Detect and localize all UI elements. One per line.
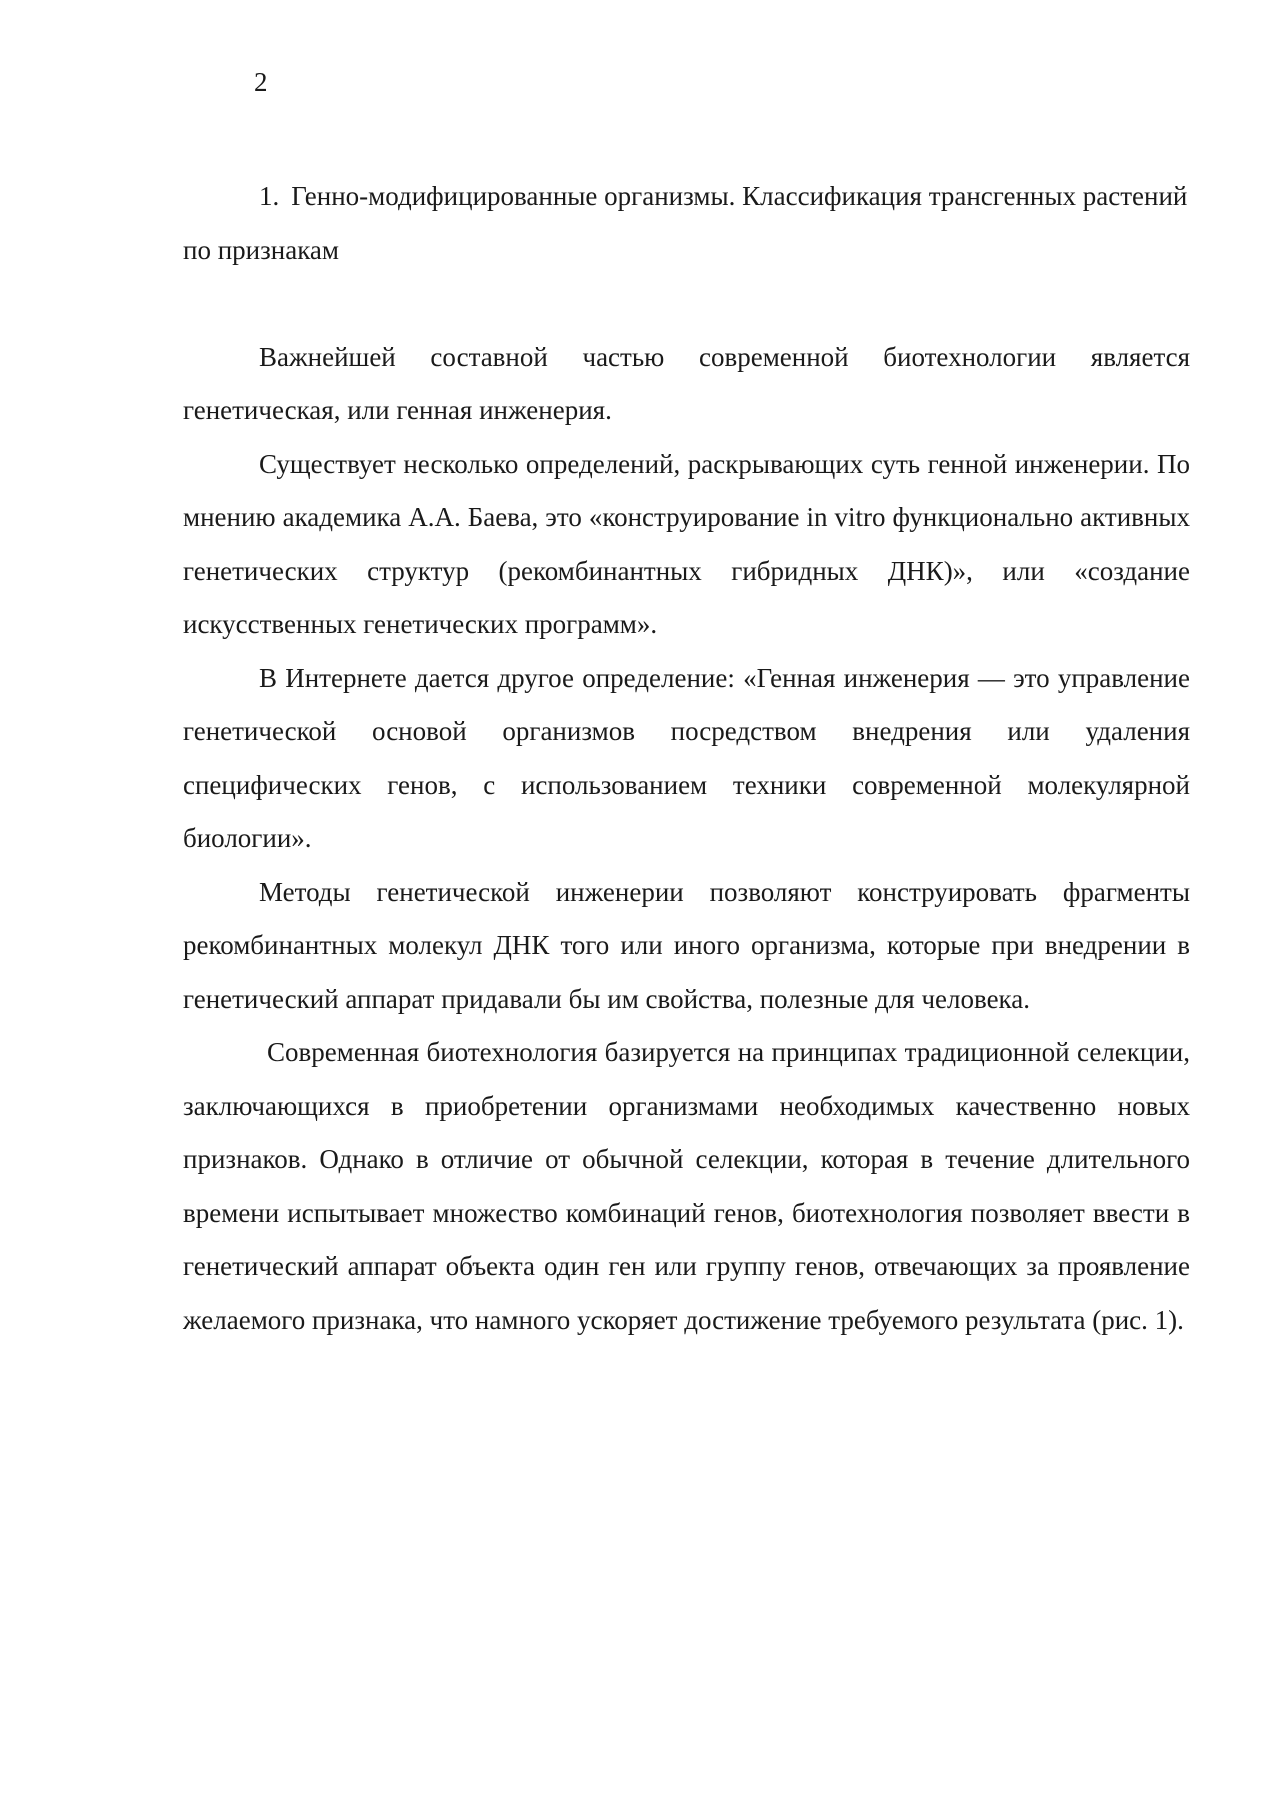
paragraph-5: Современная биотехнология базируется на принципах традиционной селекции, заключающихся в приобретении организмами необходимых качественно новых признаков. Однако в отличие от обычной селекции, которая в течение длительного времени испытывает множество комбинаций генов, биотехнология позволяет ввести в генетический аппарат объекта один ген или группу генов, отвечающих за проявление желаемого признака, что намного ускоряет достижение требуемого результата (рис. 1). <box>183 1037 1190 1335</box>
spacer <box>183 277 1190 331</box>
section-heading <box>183 170 1190 277</box>
paragraph-1: Важнейшей составной частью современной биотехнологии является генетическая, или генная инженерия. <box>183 341 1190 425</box>
document-body <box>183 170 1190 1347</box>
page-number: 2 <box>254 67 268 97</box>
paragraph-3: В Интернете дается другое определение: «Генная инженерия — это управление генетической основой организмов посредством внедрения или удаления специфических генов, с использованием техники современной молекулярной биологии». <box>183 662 1190 853</box>
section-number: 1. <box>259 181 280 211</box>
section-title: Генно-модифицированные организмы. Классификация трансгенных растений по признакам <box>183 181 1188 265</box>
paragraph-4: Методы генетической инженерии позволяют конструировать фрагменты рекомбинантных молекул ДНК того или иного организма, которые при внедрении в генетический аппарат придавали бы им свойства, полезные для человека. <box>183 876 1190 1014</box>
paragraph-2: Существует несколько определений, раскрывающих суть генной инженерии. По мнению академика А.А. Баева, это «конструирование in vitro функционально активных генетических структур (рекомбинантных гибридных ДНК)», или «создание искусственных генетических программ». <box>183 448 1190 639</box>
